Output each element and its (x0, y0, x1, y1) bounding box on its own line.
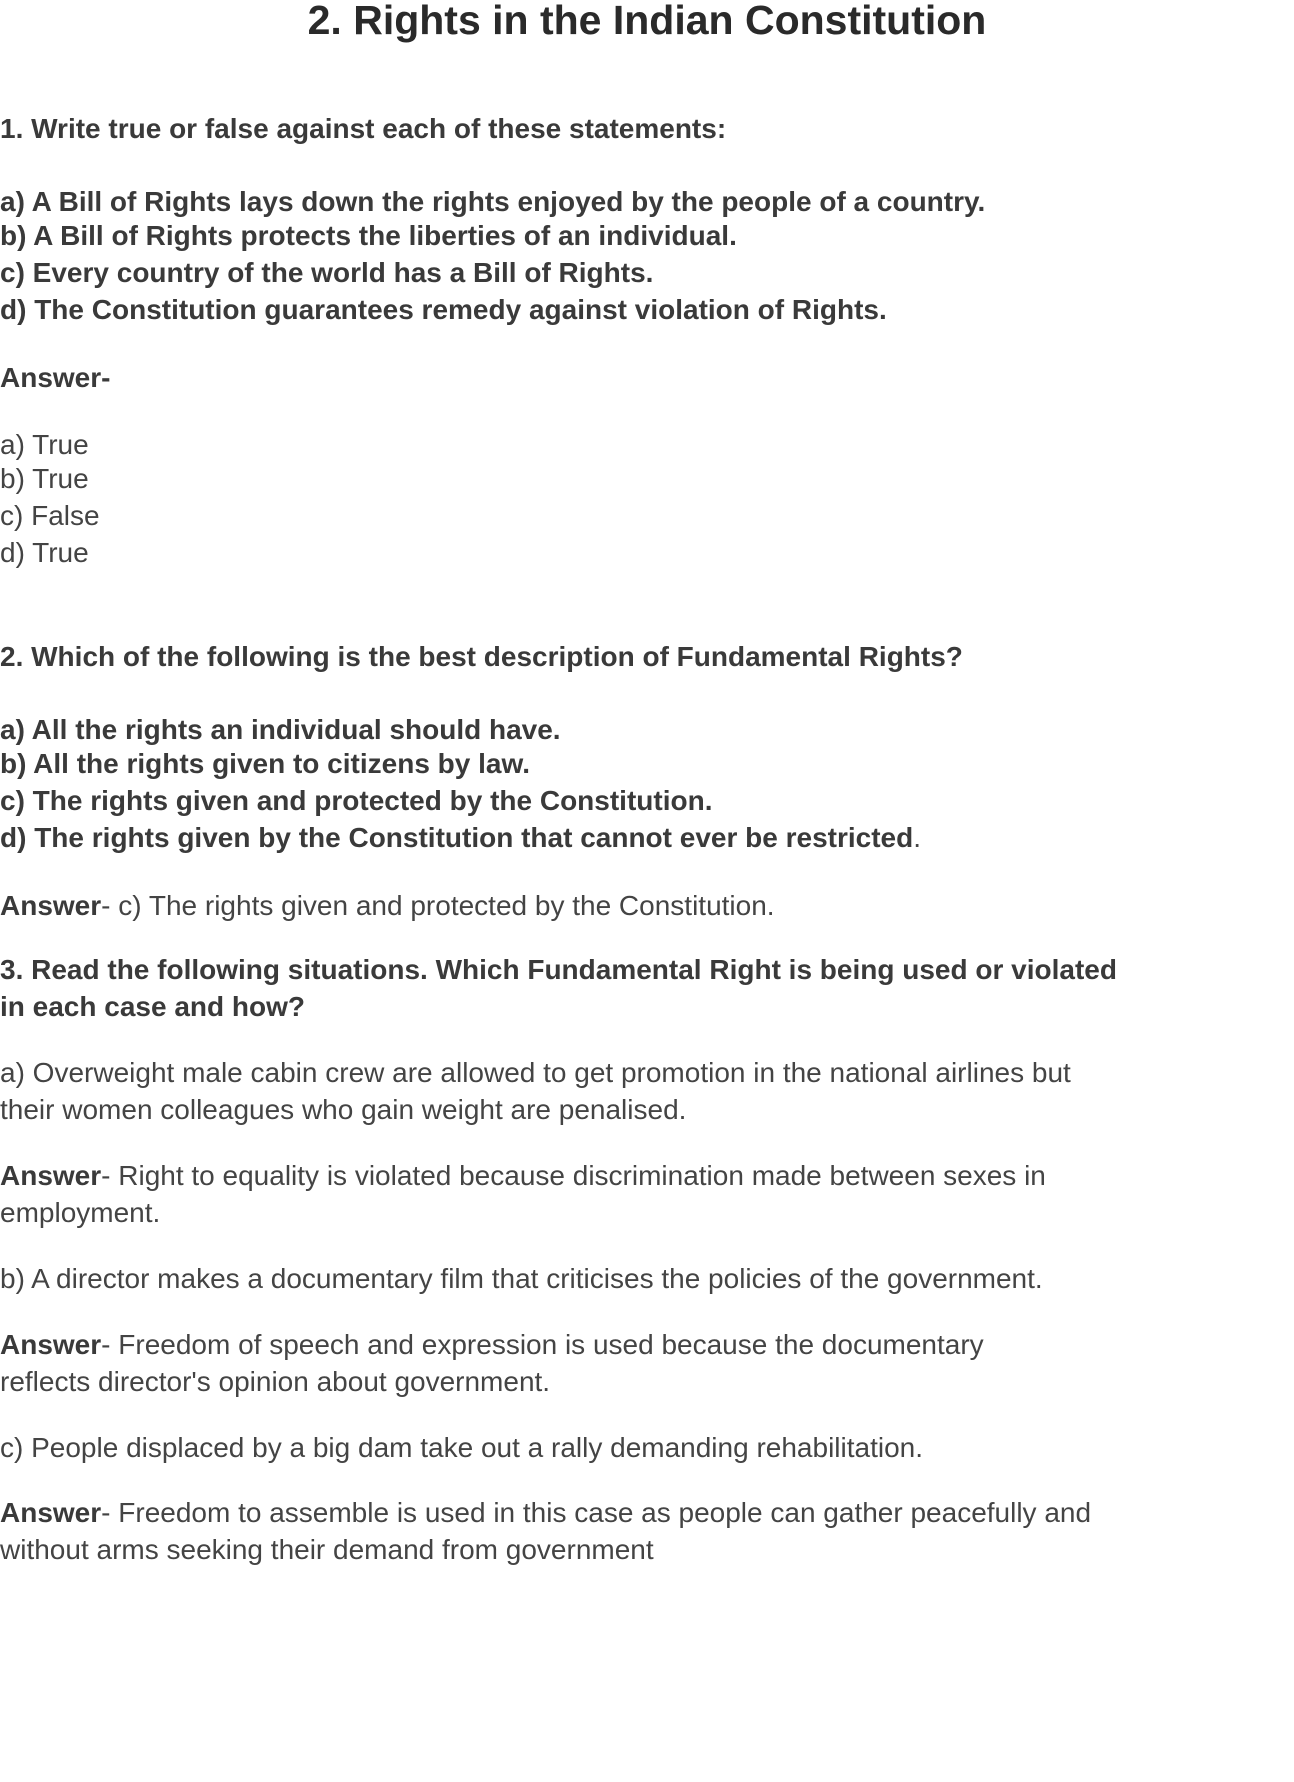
q1-statement-d: d) The Constitution guarantees remedy against violation of Rights. (0, 294, 887, 325)
q2-answer-text: - c) The rights given and protected by the Constitution. (101, 890, 775, 921)
q1-answer-list (0, 424, 1294, 572)
q2-option-c: c) The rights given and protected by the Constitution. (0, 785, 713, 816)
q2-option-a: a) All the rights an individual should have. (0, 714, 561, 745)
q1-answer-a: a) True (0, 429, 89, 460)
q1-statement-c: c) Every country of the world has a Bill of Rights. (0, 257, 654, 288)
q1-statement-b: b) A Bill of Rights protects the liberties of an individual. (0, 220, 737, 251)
q1-answer-b: b) True (0, 463, 89, 494)
q2-option-list (0, 709, 1294, 857)
q1-answer-d: d) True (0, 537, 89, 568)
q2-answer (0, 885, 1294, 927)
q2-option-d-trailing: . (913, 822, 921, 853)
q3-case-a-answer-text: - Right to equality is violated because discrimination made between sexes in employment. (0, 1160, 1046, 1228)
q3-case-a-situation: a) Overweight male cabin crew are allowed to get promotion in the national airlines but their women colleagues who gain weight are penalised. (0, 1057, 1071, 1125)
q3-case-c-answer-text: - Freedom to assemble is used in this case as people can gather peacefully and without arms seeking their demand from government (0, 1497, 1092, 1565)
q2-question: 2. Which of the following is the best description of Fundamental Rights? (0, 641, 963, 672)
q3-case-b-answer (0, 1326, 1294, 1400)
q3-question: 3. Read the following situations. Which Fundamental Right is being used or violated in each case and how? (0, 954, 1117, 1022)
q3-case-c-answer-label: Answer (0, 1497, 102, 1528)
q2-option-d-row (0, 820, 1294, 857)
q2-answer-label: Answer (0, 890, 102, 921)
q3-case-a-answer (0, 1157, 1294, 1231)
page-title: 2. Rights in the Indian Constitution (307, 0, 987, 43)
q1-statement-list (0, 181, 1294, 329)
q3-case-b-situation: b) A director makes a documentary film that criticises the policies of the government. (0, 1263, 1043, 1294)
q3-case-a-answer-label: Answer (0, 1160, 102, 1191)
q3-case-b-answer-text: - Freedom of speech and expression is used because the documentary reflects director's opinion about government. (0, 1329, 984, 1397)
q1-answer-c: c) False (0, 500, 100, 531)
q1-statement-a: a) A Bill of Rights lays down the rights enjoyed by the people of a country. (0, 186, 986, 217)
q1-question: 1. Write true or false against each of these statements: (0, 113, 727, 144)
q2-option-d: d) The rights given by the Constitution that cannot ever be restricted (0, 822, 914, 853)
q3-case-c-situation: c) People displaced by a big dam take out a rally demanding rehabilitation. (0, 1432, 924, 1463)
q3-case-c-answer (0, 1494, 1294, 1568)
q2-option-b: b) All the rights given to citizens by law. (0, 748, 530, 779)
q3-case-b-answer-label: Answer (0, 1329, 102, 1360)
q1-answer-label: Answer- (0, 362, 111, 393)
